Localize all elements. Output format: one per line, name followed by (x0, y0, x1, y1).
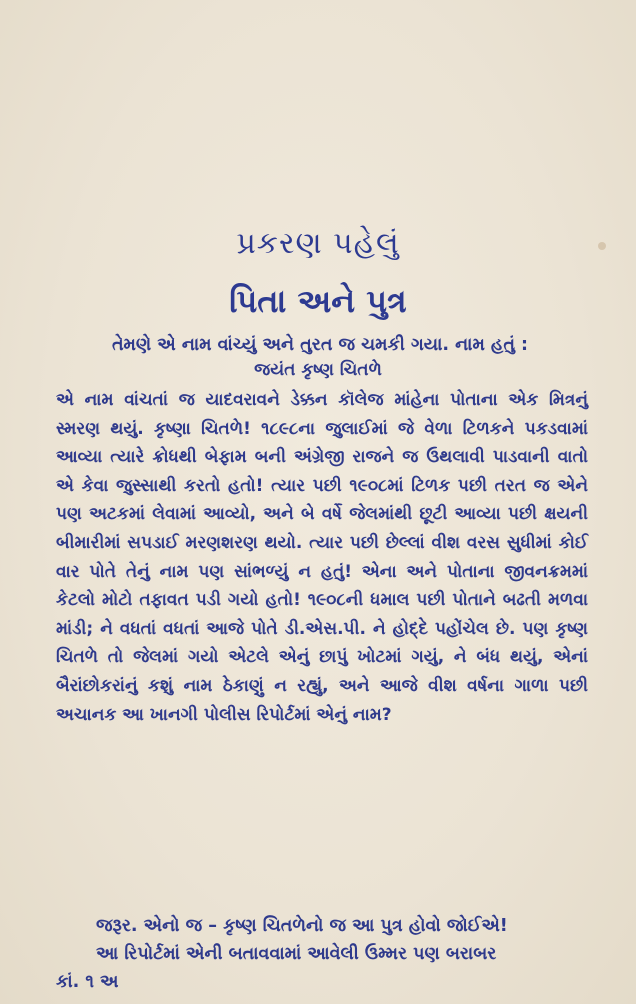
body-paragraph (56, 386, 588, 729)
chapter-title: પિતા અને પુત્ર (229, 282, 407, 320)
name-line: જયંત કૃષ્ણ ચિતળે (254, 360, 382, 380)
continuation-paragraph (56, 912, 588, 996)
page-footer-mark: કાં. ૧ અ (56, 972, 119, 992)
body-paragraph-text: એ નામ વાંચતાં જ યાદવરાવને ડેક્કન કૉલેજ માંહેના પોતાના એક મિત્રનું સ્મરણ થયું. કૃષ્ણા ચિતળે! ૧૮૯૮ના જુલાઈમાં જે વેળા ટિળકને પકડવામાં આવ્યા ત્યારે ક્રોધથી બેફામ બની અંગ્રેજી રાજને જ ઉથલાવી પાડવાની વાતો એ કેવા જુસ્સાથી કરતો હતો! ત્યાર પછી ૧૯૦૮માં ટિળક પછી તરત જ એને પણ અટકમાં લેવામાં આવ્યો, અને બે વર્ષે જેલમાંથી છૂટી આવ્યા પછી ક્ષયની બીમારીમાં સપડાઈ મરણશરણ થયો. ત્યાર પછી છેલ્લાં વીશ વરસ સુધીમાં કોઈ વાર પોતે તેનું નામ પણ સાંભળ્યું ન હતું! એના અને પોતાના જીવનક્રમમાં કેટલો મોટો તફાવત પડી ગયો હતો! ૧૯૦૮ની ધમાલ પછી પોતાને બઢતી મળવા માંડી; ને વધતાં વધતાં આજે પોતે ડી.એસ.પી. ને હોદ્દે પહોંચેલ છે. પણ કૃષ્ણ ચિતળે તો જેલમાં ગયો એટલે એનું છાપું ખોટમાં ગયું, ને બંધ થયું, એનાં બૈરાંછોકરાંનું કશું નામ ઠેકાણું ન રહ્યું, અને આજે વીશ વર્ષના ગાળા પછી અચાનક આ ખાનગી પોલીસ રિપોર્ટમાં એનું નામ? (56, 390, 588, 725)
continuation-line-2: આ રિપોર્ટમાં એની બતાવવામાં આવેલી ઉમ્મર પણ બરાબર (96, 944, 497, 964)
intro-line: તેમણે એ નામ વાંચ્યું અને તુરત જ ચમકી ગયા. નામ હતું : (111, 335, 529, 355)
chapter-label: પ્રકરણ પહેલું (236, 226, 400, 261)
continuation-line-1: જરૂર. એનો જ – કૃષ્ણ ચિતળેનો જ આ પુત્ર હોવો જોઈએ! (96, 916, 508, 936)
